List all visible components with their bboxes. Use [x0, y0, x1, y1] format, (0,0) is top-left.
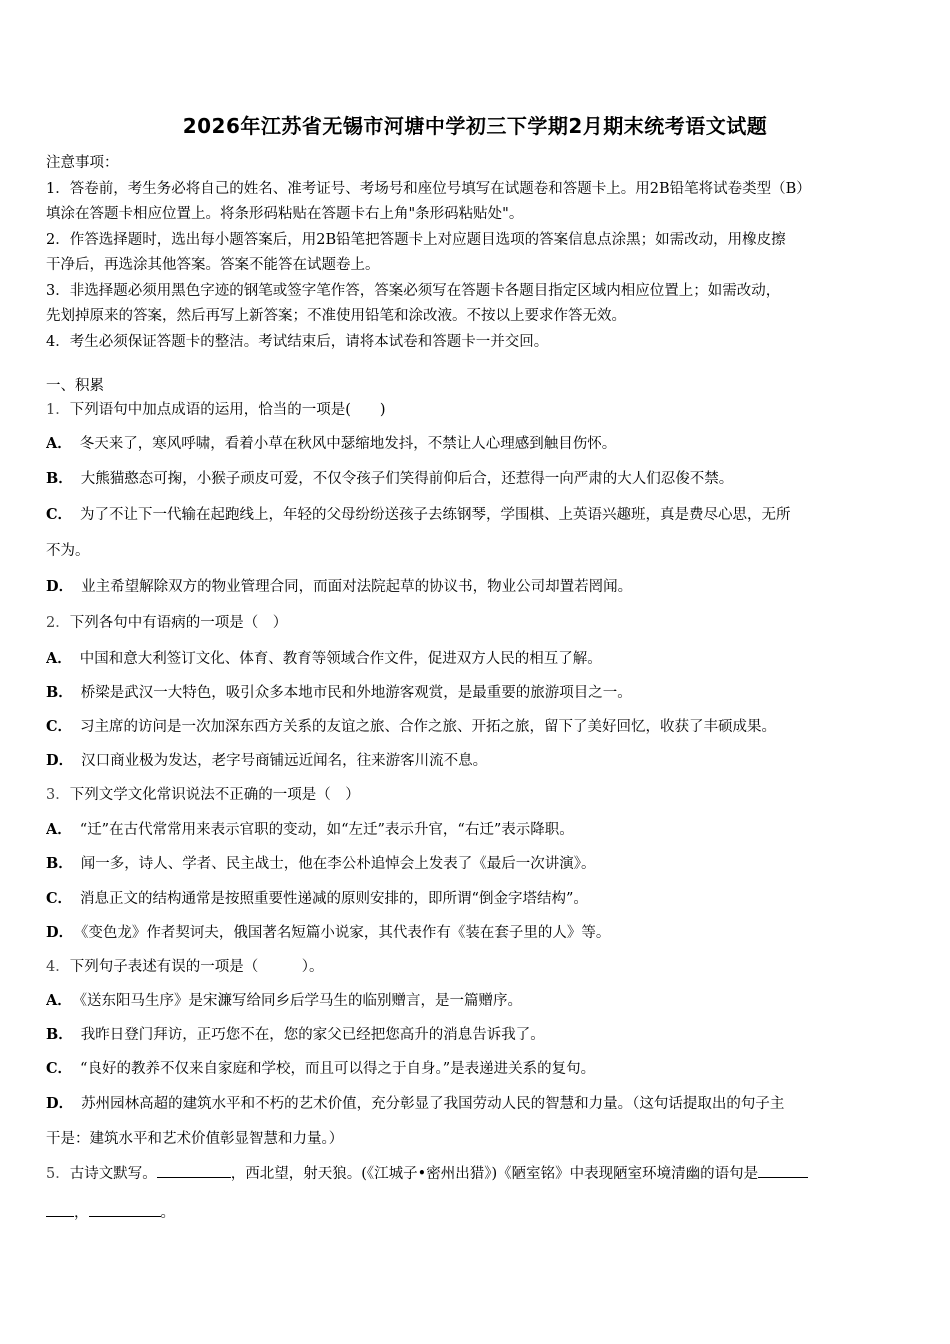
option-letter: D．	[46, 924, 74, 941]
option-d	[46, 576, 908, 598]
question-number: 5．	[46, 1166, 70, 1182]
option-text: “良好的教养不仅来自家庭和学校，而且可以得之于自身。”是表递进关系的复句。	[80, 1061, 596, 1077]
answer-blank[interactable]	[157, 1163, 231, 1178]
option-a	[46, 433, 908, 455]
option-text: 中国和意大利签订文化、体育、教育等领域合作文件，促进双方人民的相互了解。	[79, 651, 602, 667]
option-a	[46, 648, 908, 670]
notice-line: 3．非选择题必须用黑色字迹的钢笔或签字笔作答，答案必须写在答题卡各题目指定区域内相应位置上；如需改动，	[46, 282, 781, 299]
option-text: 闻一多，诗人、学者、民主战士，他在李公朴追悼会上发表了《最后一次讲演》。	[80, 856, 596, 872]
option-b	[46, 1024, 908, 1046]
option-text: 《送东阳马生序》是宋濂写给同乡后学马生的临别赠言，是一篇赠序。	[79, 993, 523, 1009]
option-a	[46, 990, 908, 1012]
answer-blank[interactable]	[89, 1202, 161, 1217]
notice-line: 1．答卷前，考生务必将自己的姓名、准考证号、考场号和座位号填写在试题卷和答题卡上。用2B铅笔将试卷类型（B）	[46, 180, 811, 197]
option-text: “迁”在古代常常用来表示官职的变动，如“左迁”表示升官，“右迁”表示降职。	[79, 822, 574, 838]
page-title: 2026年江苏省无锡市河塘中学初三下学期2月期末统考语文试题	[182, 114, 768, 138]
notice-heading: 注意事项：	[46, 155, 119, 171]
question-4-stem	[46, 956, 908, 978]
option-d	[46, 1093, 908, 1115]
option-c	[46, 1058, 908, 1080]
option-text: 为了不让下一代输在起跑线上，年轻的父母纷纷送孩子去练钢琴，学围棋、上英语兴趣班，真是费尽心思，无所	[80, 507, 791, 523]
notice-line: 4．考生必须保证答题卡的整洁。考试结束后，请将本试卷和答题卡一并交回。	[46, 333, 549, 350]
question-5-continued	[46, 1202, 908, 1224]
option-letter: D．	[46, 752, 74, 769]
option-c	[46, 504, 908, 526]
option-text: 苏州园林高超的建筑水平和不朽的艺术价值，充分彰显了我国劳动人民的智慧和力量。（这句话提取出的句子主	[81, 1096, 785, 1112]
notice-line: 填涂在答题卡相应位置上。将条形码粘贴在答题卡右上角"条形码粘贴处"。	[46, 206, 524, 222]
option-a	[46, 819, 908, 841]
question-text: 。	[160, 1205, 175, 1221]
question-text: 下列句子表述有误的一项是（ ）。	[69, 959, 324, 975]
option-letter: C．	[46, 506, 73, 523]
option-d	[46, 750, 908, 772]
question-3-stem	[46, 784, 908, 806]
option-b	[46, 853, 908, 875]
option-text: 《变色龙》作者契诃夫，俄国著名短篇小说家，其代表作有《装在套子里的人》等。	[81, 925, 611, 941]
section-header: 一、积累	[46, 378, 104, 394]
question-5-stem	[46, 1163, 908, 1185]
notice-line: 干净后，再选涂其他答案。答案不能答在试题卷上。	[46, 257, 380, 273]
answer-blank[interactable]	[46, 1202, 74, 1217]
question-number: 4．	[46, 959, 70, 975]
question-text: 下列文学文化常识说法不正确的一项是（ ）	[69, 787, 360, 803]
question-text: ，西北望，射天狼。(《江城子•密州出猎》)《陋室铭》中表现陋室环境清幽的语句是	[230, 1166, 759, 1182]
option-letter: C．	[46, 890, 73, 907]
option-d-continued: 干是：建筑水平和艺术价值彰显智慧和力量。）	[46, 1131, 344, 1147]
notice-section	[46, 151, 908, 355]
option-c	[46, 888, 908, 910]
question-2-stem	[46, 612, 908, 634]
notice-line: 先划掉原来的答案，然后再写上新答案；不准使用铅笔和涂改液。不按以上要求作答无效。	[46, 308, 626, 324]
question-text: 下列各句中有语病的一项是（ ）	[69, 615, 288, 631]
option-c	[46, 716, 908, 738]
option-letter: D．	[46, 1095, 74, 1112]
option-letter: A．	[46, 435, 72, 452]
question-text: ，	[74, 1205, 89, 1221]
question-1-stem	[46, 399, 908, 421]
option-text: 消息正文的结构通常是按照重要性递减的原则安排的，即所谓“倒金字塔结构”。	[80, 891, 588, 907]
option-letter: A．	[46, 650, 72, 667]
option-letter: A．	[46, 821, 72, 838]
option-text: 桥梁是武汉一大特色，吸引众多本地市民和外地游客观赏，是最重要的旅游项目之一。	[80, 685, 632, 701]
question-number: 1．	[46, 402, 70, 418]
question-number: 3．	[46, 787, 70, 803]
option-text: 冬天来了，寒风呼啸，看着小草在秋风中瑟缩地发抖，不禁让人心理感到触目伤怀。	[79, 436, 617, 452]
question-text: 古诗文默写。	[69, 1166, 157, 1182]
option-text: 业主希望解除双方的物业管理合同，而面对法院起草的协议书，物业公司却置若罔闻。	[81, 579, 633, 595]
option-letter: D．	[46, 578, 74, 595]
option-text: 汉口商业极为发达，老字号商铺远近闻名，往来游客川流不息。	[81, 753, 488, 769]
option-d	[46, 922, 908, 944]
option-letter: C．	[46, 718, 73, 735]
option-letter: B．	[46, 1026, 73, 1043]
option-text: 我昨日登门拜访，正巧您不在，您的家父已经把您高升的消息告诉我了。	[80, 1027, 545, 1043]
option-b	[46, 468, 908, 490]
option-letter: B．	[46, 684, 73, 701]
option-letter: C．	[46, 1060, 73, 1077]
option-letter: B．	[46, 470, 73, 487]
notice-line: 2．作答选择题时，选出每小题答案后，用2B铅笔把答题卡上对应题目选项的答案信息点涂黑；如需改动，用橡皮擦	[46, 231, 786, 248]
option-letter: B．	[46, 855, 73, 872]
option-text: 习主席的访问是一次加深东西方关系的友谊之旅、合作之旅、开拓之旅，留下了美好回忆，收获了丰硕成果。	[80, 719, 777, 735]
option-b	[46, 682, 908, 704]
question-text: 下列语句中加点成语的运用，恰当的一项是( )	[69, 402, 386, 418]
option-letter: A．	[46, 992, 72, 1009]
answer-blank[interactable]	[758, 1163, 808, 1178]
option-text: 大熊猫憨态可掬，小猴子顽皮可爱，不仅令孩子们笑得前仰后合，还惹得一向严肃的大人们忍俊不禁。	[80, 471, 734, 487]
question-number: 2．	[46, 615, 70, 631]
option-c-continued: 不为。	[46, 543, 90, 559]
